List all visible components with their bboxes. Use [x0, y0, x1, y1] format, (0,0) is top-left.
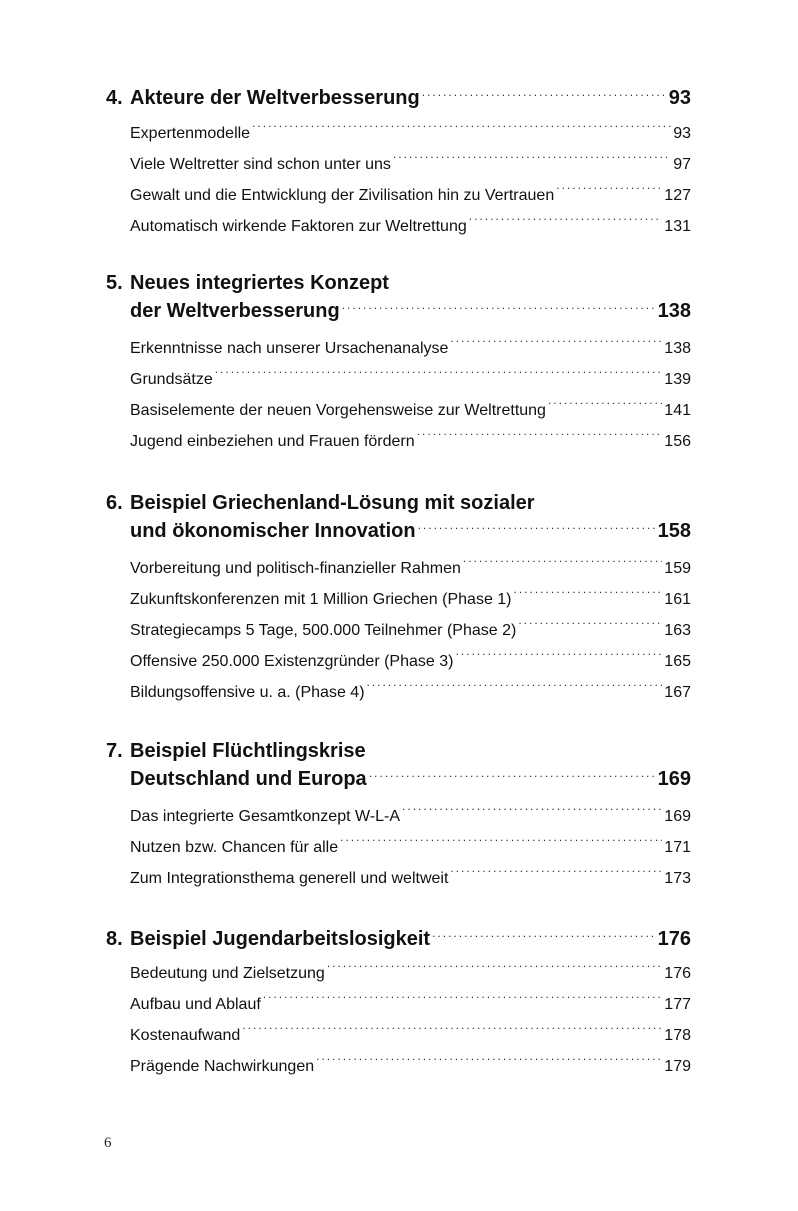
section-entry: [130, 180, 691, 211]
section-label: Offensive 250.000 Existenzgründer (Phase 3): [130, 653, 454, 670]
section-page: 141: [664, 402, 691, 419]
section-page: 138: [664, 340, 691, 357]
section-page: 156: [664, 433, 691, 450]
chapter-page: 138: [657, 300, 691, 322]
section-label: Basiselemente der neuen Vorgehensweise zur Weltrettung: [130, 402, 546, 419]
section-entry: [130, 801, 691, 832]
chapter-title-text: Akteure der Weltverbesserung: [130, 87, 420, 109]
chapter-title-text: Beispiel Jugendarbeitslosigkeit: [130, 928, 431, 950]
dot-leader: [463, 557, 662, 573]
dot-leader: [556, 184, 662, 200]
chapter-number: 8.: [106, 928, 123, 950]
section-page: 178: [664, 1027, 691, 1044]
chapter-title: [106, 489, 691, 545]
section-label: Das integrierte Gesamtkonzept W-L-A: [130, 808, 401, 825]
chapter-title: [106, 84, 691, 112]
section-entry: [130, 1020, 691, 1051]
section-entry: [130, 958, 691, 989]
dot-leader: [327, 962, 662, 978]
chapter-6: [106, 489, 691, 737]
section-label: Erkenntnisse nach unserer Ursachenanalyse: [130, 340, 449, 357]
section-page: 177: [664, 996, 691, 1013]
section-label: Jugend einbeziehen und Frauen fördern: [130, 433, 415, 450]
dot-leader: [340, 836, 662, 852]
dot-leader: [369, 765, 656, 785]
dot-leader: [342, 297, 656, 317]
dot-leader: [316, 1055, 662, 1071]
section-page: 167: [664, 684, 691, 701]
dot-leader: [215, 368, 663, 384]
dot-leader: [402, 805, 662, 821]
section-list: [106, 801, 691, 894]
section-entry: [130, 118, 691, 149]
section-label: Grundsätze: [130, 371, 213, 388]
section-label: Nutzen bzw. Chancen für alle: [130, 839, 339, 856]
section-label: Bildungsoffensive u. a. (Phase 4): [130, 684, 365, 701]
section-label: Strategiecamps 5 Tage, 500.000 Teilnehmer (Phase 2): [130, 622, 517, 639]
section-page: 127: [664, 187, 691, 204]
dot-leader: [418, 517, 656, 537]
section-page: 161: [664, 591, 691, 608]
section-label: Vorbereitung und politisch-finanzieller Rahmen: [130, 560, 461, 577]
dot-leader: [518, 619, 662, 635]
section-page: 176: [664, 965, 691, 982]
section-page: 179: [664, 1058, 691, 1075]
chapter-number: 7.: [106, 740, 123, 762]
dot-leader: [548, 399, 662, 415]
section-entry: [130, 863, 691, 894]
section-entry: [130, 211, 691, 242]
section-label: Zukunftskonferenzen mit 1 Million Griechen (Phase 1): [130, 591, 512, 608]
section-entry: [130, 149, 691, 180]
chapter-8: [106, 925, 691, 1082]
chapter-page: 158: [657, 520, 691, 542]
section-page: 97: [673, 156, 691, 173]
section-entry: [130, 1051, 691, 1082]
dot-leader: [432, 925, 656, 945]
section-entry: [130, 989, 691, 1020]
section-entry: [130, 333, 691, 364]
page-folio: 6: [104, 1135, 112, 1151]
section-list: [106, 118, 691, 242]
section-label: Kostenaufwand: [130, 1027, 241, 1044]
section-entry: [130, 615, 691, 646]
section-page: 163: [664, 622, 691, 639]
section-entry: [130, 584, 691, 615]
section-entry: [130, 553, 691, 584]
section-page: 171: [664, 839, 691, 856]
dot-leader: [242, 1024, 662, 1040]
section-label: Zum Integrationsthema generell und weltweit: [130, 870, 449, 887]
section-page: 173: [664, 870, 691, 887]
section-label: Viele Weltretter sind schon unter uns: [130, 156, 391, 173]
dot-leader: [514, 588, 663, 604]
chapter-title-text: Beispiel Flüchtlingskrise: [130, 740, 366, 762]
chapter-title: [106, 269, 691, 325]
section-label: Bedeutung und Zielsetzung: [130, 965, 325, 982]
chapter-5: [106, 269, 691, 487]
section-entry: [130, 832, 691, 863]
dot-leader: [450, 337, 662, 353]
chapter-title-text: Beispiel Griechenland-Lösung mit sozialer: [130, 492, 535, 514]
chapter-page: 169: [657, 768, 691, 790]
section-entry: [130, 426, 691, 457]
section-entry: [130, 395, 691, 426]
section-label: Expertenmodelle: [130, 125, 251, 142]
chapter-title-text: Neues integriertes Konzept: [130, 272, 389, 294]
section-list: [106, 553, 691, 708]
section-page: 139: [664, 371, 691, 388]
dot-leader: [469, 215, 663, 231]
section-label: Automatisch wirkende Faktoren zur Weltrettung: [130, 218, 467, 235]
section-entry: [130, 364, 691, 395]
section-list: [106, 333, 691, 457]
dot-leader: [252, 122, 671, 138]
chapter-title-text: Deutschland und Europa: [130, 768, 367, 790]
chapter-title-text: und ökonomischer Innovation: [130, 520, 416, 542]
section-entry: [130, 646, 691, 677]
section-page: 169: [664, 808, 691, 825]
section-page: 165: [664, 653, 691, 670]
chapter-title-text: der Weltverbesserung: [130, 300, 340, 322]
chapter-page: 93: [668, 87, 691, 109]
section-label: Prägende Nachwirkungen: [130, 1058, 315, 1075]
dot-leader: [417, 430, 663, 446]
chapter-7: [106, 737, 691, 923]
section-list: [106, 958, 691, 1082]
chapter-4: [106, 84, 691, 247]
section-entry: [130, 677, 691, 708]
dot-leader: [422, 84, 667, 104]
section-label: Gewalt und die Entwicklung der Zivilisation hin zu Vertrauen: [130, 187, 555, 204]
section-page: 93: [673, 125, 691, 142]
section-page: 131: [664, 218, 691, 235]
section-label: Aufbau und Ablauf: [130, 996, 261, 1013]
dot-leader: [393, 153, 671, 169]
chapter-title: [106, 737, 691, 793]
chapter-number: 4.: [106, 87, 123, 109]
dot-leader: [367, 681, 663, 697]
section-page: 159: [664, 560, 691, 577]
dot-leader: [263, 993, 663, 1009]
dot-leader: [450, 867, 662, 883]
dot-leader: [455, 650, 662, 666]
chapter-page: 176: [657, 928, 691, 950]
table-of-contents: [106, 84, 691, 1082]
chapter-title: [106, 925, 691, 953]
chapter-number: 5.: [106, 272, 123, 294]
chapter-number: 6.: [106, 492, 123, 514]
